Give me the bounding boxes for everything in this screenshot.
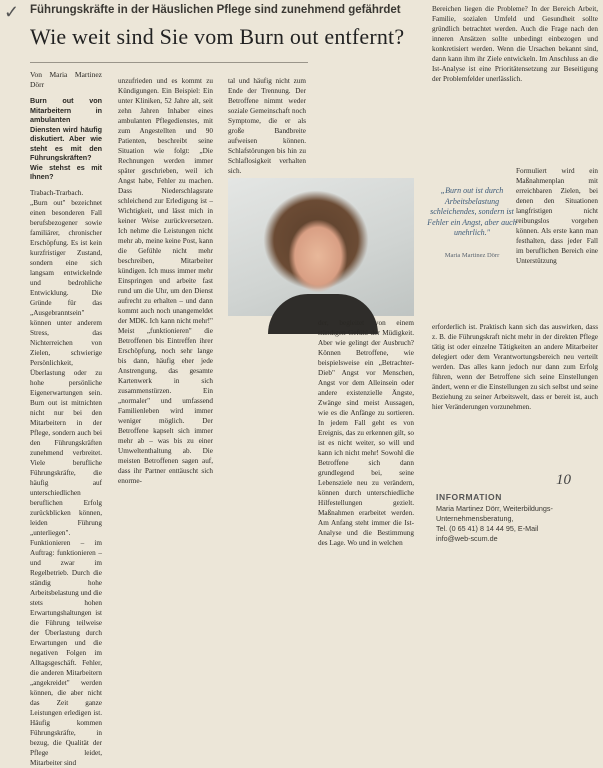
body-text-col4: der, begleitet von einem ständigen Gefühl der Müdigkeit. Aber wie gelingt der Ausbruch? Können Betroffene, wie beispielsweise ein „Betrachter-Dieb" Angst vor Menschen, Angst vor dem Alleinsein oder andere existenzielle Ängste, Zwänge sind meist Aussagen, wie es die Anfänge zu sortieren. In jedem Fall geht es von Ereignis, das zu erkennen gilt, so ist es nicht weiter, so will und kann ich nicht mehr! Sowohl die Betroffene sich dann grundlegend bei, seine Lebensziele neu zu verändern, können durch unterschiedliche Hilfestellungen gezielt. Maßnahmen erarbeitet werden. Am Anfang steht immer die Ist-Analyse und die Bestimmung des Lage. Wo und in welchen	[318, 319, 414, 547]
info-line: Unternehmensberatung,	[436, 514, 514, 523]
author-portrait-photo	[228, 178, 414, 316]
body-text-col5b: Formuliert wird ein Maßnahmenplan mit erreichbaren Zielen, bei denen den Situationen langfristigen nicht reibungslos vorgehen können. Als erste kann man festhalten, dass jeder Fall im beruflichen Bereich eine Unterstützung	[516, 167, 598, 265]
info-line: Maria Martinez Dörr, Weiterbildungs-	[436, 504, 553, 513]
pull-quote-author: Maria Martinez Dörr	[444, 252, 500, 259]
info-box	[436, 492, 598, 544]
page-number: 10	[556, 472, 571, 488]
article-kicker: Führungskräfte in der Häuslichen Pflege sind zunehmend gefährdet	[30, 4, 401, 16]
pen-mark-icon: ✓	[4, 2, 20, 22]
column-4	[318, 318, 414, 568]
body-text-col5: Bereichen liegen die Probleme? In der Bereich Arbeit, Familie, sozialen Umfeld und Gesundheit sollte gründlich betrachtet werden. Auch die Frage nach den inneren Ansätzen sollte unbedingt einbezogen und konkretisiert werden. Wenn die Ursachen bekannt sind, dann kann ihm ihr Ziele entwickeln. Im Anschluss an die Ist-Analyse ist eine Prioritätensetzung zur Beseitigung der Problemfelder unerlässlich.	[432, 5, 598, 83]
column-3	[228, 76, 306, 176]
info-email[interactable]: info@web-scum.de	[436, 534, 498, 543]
body-text-col2: unzufrieden und es kommt zu Kündigungen. Ein Beispiel: Ein unter Kliniken, 52 Jahre alt, seit zehn Jahren Inhaber eines ambulanten Pflegedienstes, mit zum Angestellten und 90 Patienten, beschreibt seine Situation wie folgt: „Die Rechnungen werden immer später geschrieben, weil ich Angst habe, Fehler zu machen. Dass Niederschlagsrate schleichend zur Erledigung ist – Wichtigkeit, und lässt mich in keiner Weise zurückversetzen. Ich nehme die Leistungen nicht mehr ab, meine keine Post, kann die Gefühle nicht mehr beschreiben, Mitarbeiter kündigen. Ich muss immer mehr Einspringen und arbeite fast rund um die Uhr, um den Dienst aufrecht zu erhalten – und dann kommt auch noch unangemeldet der MDK. Ich kann nicht mehr!" Meist „funktionieren" die Betroffenen bis Eintreffen ihrer Erschöpfung, noch sehr lange bis dann, häufig eher jede Anstrengung, das gesamte Kartenwerk in sich zusammenstürzen. Ein „normaler" und umfassend Familienleben wird immer weniger möglich. Der Betroffene kapselt sich immer mehr ab – was bis zu einer Umweltenthaltung ab. Die meisten Betroffenen sagen auf, dass ihr Partner enttäuscht sich enorme-	[118, 77, 213, 485]
article-headline: Wie weit sind Sie vom Burn out entfernt?	[30, 24, 405, 49]
byline: Von Maria Martinez Dörr	[30, 70, 102, 89]
column-5-bottom	[432, 322, 598, 432]
info-title: INFORMATION	[436, 492, 502, 502]
body-text-col3: tal und häufig nicht zum Ende der Trennung. Der Betroffene nimmt weder soziale Gemeinschaft noch Symptome, die er als große Bandbreite aufweisen können. Schlafstörungen bis hin zu Schlaflosigkeit verhalten sich.	[228, 77, 306, 175]
column-5-middle	[516, 166, 598, 324]
column-5-top	[432, 4, 598, 170]
article-lead: Burn out von Mitarbeitern in ambulanten Diensten wird häufig diskutiert. Aber wie steht es mit den Führungskräften? Wie stehst es mit Ihnen?	[30, 96, 102, 181]
body-text-col5c: erforderlich ist. Praktisch kann sich das auswirken, dass z. B. die Führungskraft nicht mehr in der direkten Pflege tätig ist oder einzelne Tätigkeiten an andere Mitarbeiter delegiert oder dem Verantwortungsbereich neu verteilt werden. Das alles kann jedoch nur dann zum Erfolg führen, wenn der Betroffene sich seine Einstellungen ändert, wenn er die Einstellungen zu sich selbst und seine Beziehung zu seiner Arbeitswelt, dass er bereit ist, auch hier Veränderungen vorzunehmen.	[432, 323, 598, 411]
column-1	[30, 70, 102, 767]
column-2	[118, 76, 213, 485]
info-line: Tel. (0 65 41) 8 14 44 95, E-Mail	[436, 524, 539, 533]
body-text-col1: Trabach-Trarbach. „Burn out" bezeichnet einen besonderen Fall berufsbezogener sowie familiärer, chronischer Erschöpfung. Es ist kein kurzfristiger Zustand, sondern eine sich langsam entwickelnde und bedrohliche Entwicklung. Die Gründe für das „Ausgebranntsein" können unter anderem Stress, das Nichterreichen von Zielen, schwierige Persönlichkeit, Überlastung oder zu hohe persönliche Eigenerwartungen sein. Burn out ist mitnichten nicht nur bei den Mitarbeitern in der Pflege, sondern auch bei den Führungskräften zunehmend verbreitet. Viele berufliche Führungskräfte, die häufig auf unterschiedlichen beruflichen Erfolg zurückblicken können, leiden Führung „unterliegen". Funktionieren – im Auftrag: funktionieren – und zwar im Regelbetrieb. Durch die ständig hohe Arbeitsbelastung und die stets hohen Erwartungshaltungen ist die Führung teilweise der Überlastung durch Erwartungen und die negativen Folgen im Alltagsgeschäft. Fehler, die anderen Mitarbeitern „angekreidet" werden können, die aber nicht das Zeit ganze Leistungen erledigen ist. Häufig kommen Führungskräfte, in bezug, die Qualität der Pflege leidet, Mitarbeiter sind	[30, 188, 102, 767]
pull-quote: „Burn out ist durch Arbeitsbelastung schleichendes, sondern ist Fehler ein Angst, aber auch unehrlich."	[427, 186, 517, 237]
header-divider	[30, 62, 308, 63]
